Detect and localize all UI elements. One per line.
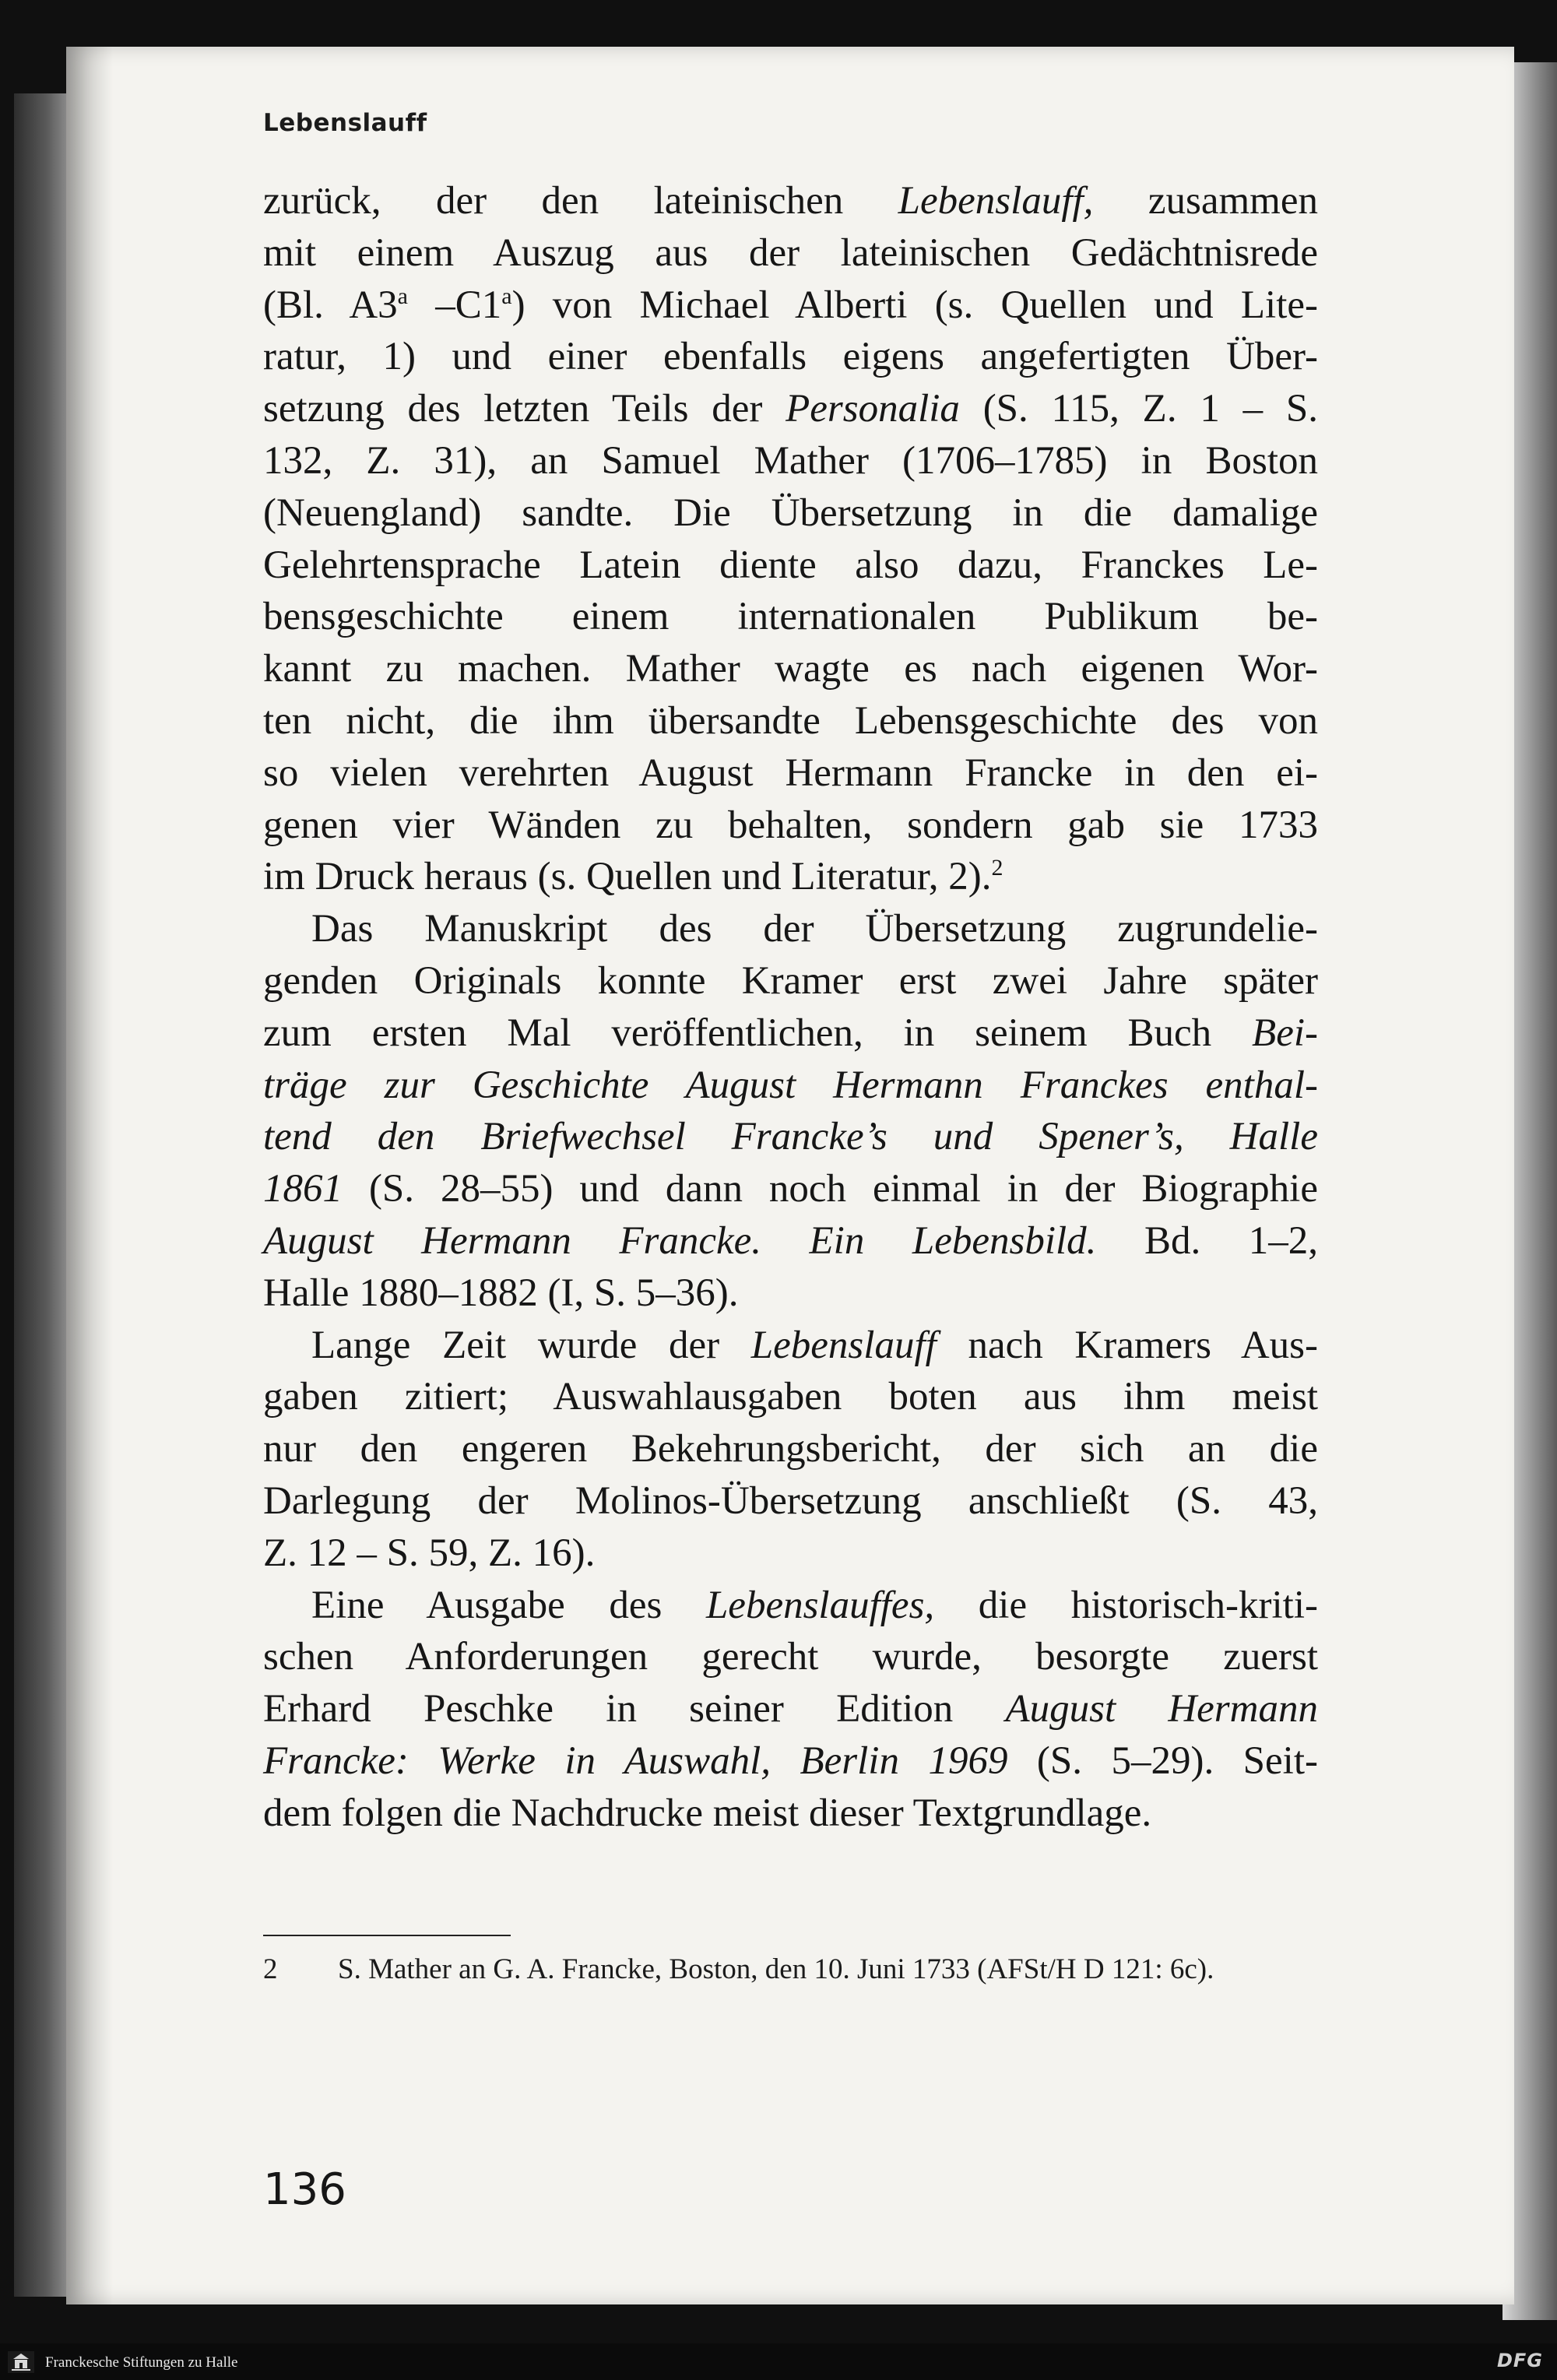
- italic-title-text: August Hermann Francke. Ein Lebensbild.: [263, 1218, 1097, 1263]
- italic-title-text: Francke: Werke in Auswahl, Berlin 1969: [263, 1738, 1008, 1783]
- text-line: [263, 1788, 1318, 1840]
- text-line: [263, 435, 1318, 487]
- text-line: [263, 1060, 1318, 1112]
- line-text: Gelehrtensprache Latein diente also dazu, Franckes Le-: [263, 543, 1318, 587]
- text-line: [263, 851, 1318, 903]
- line-text: kannt zu machen. Mather wagte es nach eigenen Wor-: [263, 647, 1318, 691]
- text-line: [263, 903, 1318, 955]
- line-text: (Bl. A3: [263, 283, 398, 327]
- line-text: ratur, 1) und einer ebenfalls eigens angefertigten Über-: [263, 335, 1318, 379]
- text-line: [263, 1527, 1318, 1580]
- line-text: schen Anforderungen gerecht wurde, besorgte zuerst: [263, 1635, 1318, 1679]
- text-line: [263, 279, 1318, 332]
- text-line: [263, 1580, 1318, 1632]
- text-line: [263, 1163, 1318, 1215]
- text-line: [263, 800, 1318, 852]
- italic-title-text: August Hermann: [1005, 1687, 1318, 1731]
- text-line: [263, 1267, 1318, 1320]
- line-text: genden Originals konnte Kramer erst zwei Jahre später: [263, 958, 1318, 1003]
- text-line: [263, 1320, 1318, 1372]
- text-line: [263, 955, 1318, 1007]
- footnote-text: S. Mather an G. A. Francke, Boston, den 10. Juni 1733 (AFSt/H D 121: 6c).: [338, 1953, 1214, 1985]
- line-text: zum ersten Mal veröffentlichen, in seinem Buch: [263, 1011, 1253, 1055]
- text-line: [263, 1371, 1318, 1423]
- page-gutter-shadow: [66, 47, 113, 2304]
- line-text: Das Manuskript des der Übersetzung zugrundelie-: [311, 907, 1318, 951]
- line-text: im Druck heraus (s. Quellen und Literatur, 2).: [263, 855, 992, 899]
- line-text: zurück, der den lateinischen: [263, 179, 898, 223]
- italic-title-text: Personalia: [786, 387, 960, 431]
- text-line: [263, 643, 1318, 695]
- italic-title-text: Lebenslauffes,: [705, 1583, 935, 1627]
- body-text: [263, 175, 1318, 1840]
- line-text: bensgeschichte einem internationalen Publikum be-: [263, 595, 1318, 639]
- footer-institution-text: Franckesche Stiftungen zu Halle: [45, 2354, 238, 2371]
- line-text: Lange Zeit wurde der: [311, 1323, 751, 1367]
- italic-title-text: Lebenslauff: [750, 1323, 937, 1367]
- line-text: so vielen verehrten August Hermann Francke in den ei-: [263, 751, 1318, 795]
- line-text: Halle 1880–1882 (I, S. 5–36).: [263, 1271, 739, 1315]
- italic-title-text: träge zur Geschichte August Hermann Franckes enthal-: [263, 1063, 1318, 1107]
- line-text: zusammen: [1093, 179, 1318, 223]
- superscript-mark: 2: [991, 855, 1003, 881]
- line-text: Darlegung der Molinos-Übersetzung anschließt (S. 43,: [263, 1478, 1318, 1523]
- line-text: nach Kramers Aus-: [936, 1323, 1318, 1367]
- text-line: [263, 695, 1318, 747]
- italic-title-text: Bei-: [1252, 1011, 1318, 1055]
- line-text: gaben zitiert; Auswahlausgaben boten aus ihm meist: [263, 1375, 1318, 1419]
- dfg-logo: DFG: [1496, 2350, 1543, 2371]
- text-line: [263, 1215, 1318, 1267]
- text-line: [263, 540, 1318, 592]
- text-line: [263, 487, 1318, 540]
- running-head: Lebenslauff: [263, 109, 427, 137]
- line-text: Bd. 1–2,: [1096, 1218, 1318, 1263]
- text-line: [263, 1111, 1318, 1163]
- text-line: [263, 331, 1318, 383]
- line-text: 132, Z. 31), an Samuel Mather (1706–1785) in Boston: [263, 438, 1318, 483]
- line-text: (S. 5–29). Seit-: [1007, 1738, 1319, 1783]
- line-text: (S. 28–55) und dann noch einmal in der Biographie: [343, 1167, 1318, 1211]
- line-text: Z. 12 – S. 59, Z. 16).: [263, 1531, 596, 1575]
- line-text: Erhard Peschke in seiner Edition: [263, 1687, 1006, 1731]
- italic-title-text: Lebenslauff,: [898, 179, 1094, 223]
- superscript-mark: a: [501, 283, 512, 309]
- text-line: [263, 1683, 1318, 1735]
- footnote: [263, 1953, 1318, 1986]
- line-text: die historisch-kriti-: [934, 1583, 1318, 1627]
- line-text: ) von Michael Alberti (s. Quellen und Lite-: [511, 283, 1319, 327]
- line-text: (Neuengland) sandte. Die Übersetzung in die damalige: [263, 490, 1318, 535]
- line-text: dem folgen die Nachdrucke meist dieser Textgrundlage.: [263, 1791, 1152, 1835]
- line-text: nur den engeren Bekehrungsbericht, der sich an die: [263, 1427, 1318, 1471]
- line-text: genen vier Wänden zu behalten, sondern gab sie 1733: [263, 803, 1318, 847]
- line-text: Eine Ausgabe des: [311, 1583, 706, 1627]
- text-line: [263, 227, 1318, 279]
- footnote-rule: [263, 1935, 511, 1936]
- text-line: [263, 591, 1318, 643]
- line-text: –C1: [408, 283, 502, 327]
- line-text: mit einem Auszug aus der lateinischen Gedächtnisrede: [263, 230, 1318, 275]
- italic-title-text: 1861: [263, 1167, 343, 1211]
- foundation-logo-icon: [8, 2351, 34, 2373]
- superscript-mark: a: [397, 283, 408, 309]
- italic-title-text: tend den Briefwechsel Francke’s und Spener’s, Halle: [263, 1115, 1318, 1159]
- text-line: [263, 1475, 1318, 1527]
- line-text: setzung des letzten Teils der: [263, 387, 786, 431]
- text-line: [263, 1007, 1318, 1060]
- text-line: [263, 1735, 1318, 1788]
- text-line: [263, 747, 1318, 800]
- text-line: [263, 1423, 1318, 1475]
- text-line: [263, 1631, 1318, 1683]
- line-text: (S. 115, Z. 1 – S.: [959, 387, 1318, 431]
- page-number: 136: [263, 2164, 346, 2215]
- text-line: [263, 383, 1318, 435]
- line-text: ten nicht, die ihm übersandte Lebensgeschichte des von: [263, 698, 1318, 743]
- text-line: [263, 175, 1318, 227]
- footnote-number: 2: [263, 1953, 278, 1985]
